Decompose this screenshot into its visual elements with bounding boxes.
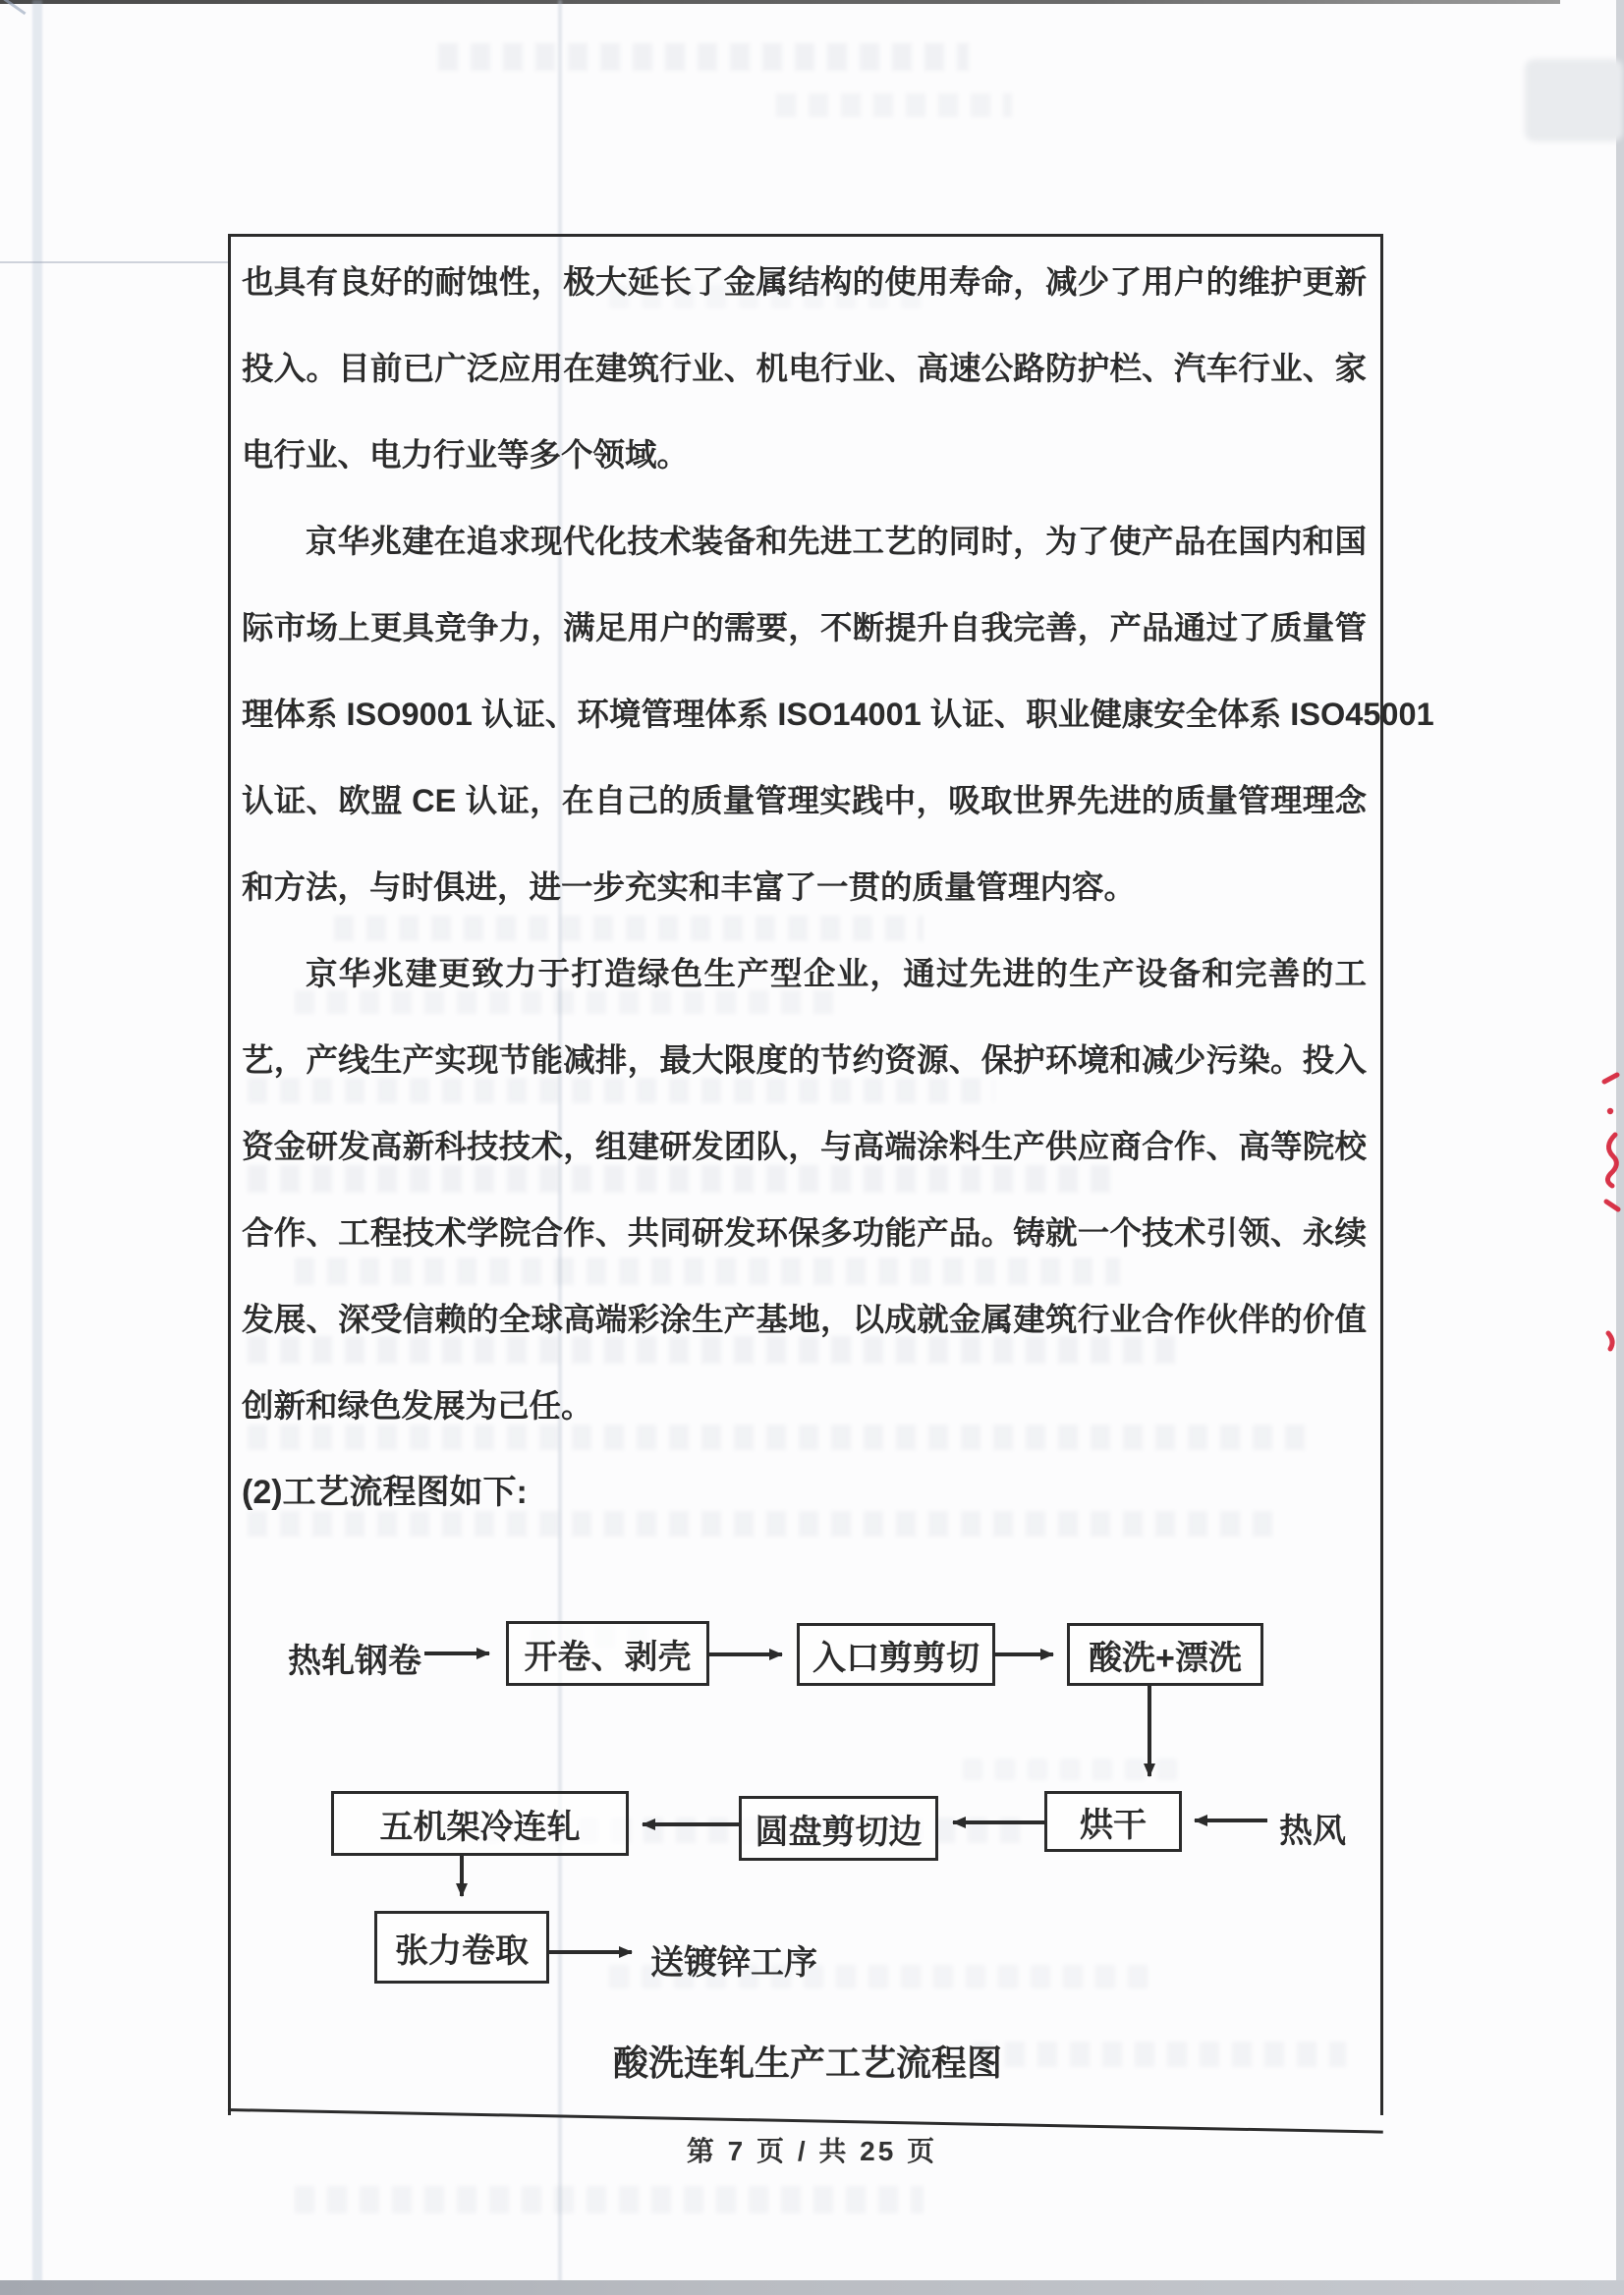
paragraph-line: 合作、工程技术学院合作、共同研发环保多功能产品。铸就一个技术引领、永续 (242, 1215, 1367, 1251)
ghost-text-artifact (295, 2186, 924, 2213)
scan-horizontal-line-artifact (0, 261, 228, 263)
page-number-footer: 第 7 页 / 共 25 页 (686, 2136, 938, 2166)
red-ink-dash (1604, 1075, 1617, 1082)
paragraph-line: 和方法，与时俱进，进一步充实和丰富了一贯的质量管理内容。 (242, 869, 1137, 905)
flowchart-box-tension-reel: 张力卷取 (374, 1911, 549, 1984)
flowchart-box-entry-shear: 入口剪剪切 (797, 1623, 995, 1686)
paragraph-line: 创新和绿色发展为己任。 (242, 1388, 593, 1424)
paragraph-line: 认证、欧盟 CE 认证，在自己的质量管理实践中，吸取世界先进的质量管理理念 (242, 783, 1367, 818)
ghost-text-artifact (438, 43, 969, 71)
scan-left-fold-artifact (32, 0, 42, 2295)
flowchart-box-uncoiling: 开卷、剥壳 (506, 1621, 709, 1686)
flowchart-box-pickling: 酸洗+漂洗 (1067, 1623, 1263, 1686)
paragraph-line: 资金研发高新科技技术，组建研发团队，与高端涂料生产供应商合作、高等院校 (242, 1129, 1367, 1164)
paragraph-line: 京华兆建在追求现代化技术装备和先进工艺的同时，为了使产品在国内和国 (306, 524, 1367, 559)
flowchart-hot-air-label: 热风 (1279, 1813, 1346, 1850)
scan-top-edge-artifact (0, 0, 1560, 4)
red-ink-dot (1607, 1108, 1613, 1114)
paragraph-line: 际市场上更具竞争力，满足用户的需要，不断提升自我完善，产品通过了质量管 (242, 610, 1367, 645)
paragraph-line: 艺，产线生产实现节能减排，最大限度的节约资源、保护环境和减少污染。投入 (242, 1042, 1367, 1078)
paragraph-line: 发展、深受信赖的全球高端彩涂生产基地，以成就金属建筑行业合作伙伴的价值 (242, 1302, 1367, 1337)
flowchart-box-disc-shear: 圆盘剪切边 (739, 1796, 938, 1861)
ghost-text-artifact (776, 93, 1012, 117)
flowchart-box-tandem-mill: 五机架冷连轧 (331, 1791, 629, 1856)
scan-bottom-edge-artifact (0, 2280, 1624, 2295)
paragraph-line: 投入。目前已广泛应用在建筑行业、机电行业、高速公路防护栏、汽车行业、家 (242, 351, 1367, 386)
red-ink-comma (1608, 1333, 1612, 1349)
flowchart-box-drying: 烘干 (1044, 1791, 1182, 1852)
flowchart-input-label: 热轧钢卷 (288, 1643, 421, 1680)
red-ink-squiggle (1607, 1135, 1616, 1186)
document-text-column (242, 239, 1434, 1536)
scan-smudge-artifact (1525, 59, 1623, 141)
flowchart-caption: 酸洗连轧生产工艺流程图 (613, 2043, 1003, 2083)
paragraph-line: 京华兆建更致力于打造绿色生产型企业，通过先进的生产设备和完善的工 (306, 956, 1367, 991)
red-ink-tick (1606, 1202, 1618, 1209)
section-heading: (2)工艺流程图如下: (242, 1474, 528, 1511)
paragraph-line: 也具有良好的耐蚀性，极大延长了金属结构的使用寿命，减少了用户的维护更新 (242, 264, 1367, 300)
red-ink-marks (1587, 1066, 1624, 1361)
paragraph-line: 电行业、电力行业等多个领域。 (242, 437, 690, 473)
flowchart-output-label: 送镀锌工序 (650, 1944, 817, 1982)
paragraph-line: 理体系 ISO9001 认证、环境管理体系 ISO14001 认证、职业健康安全体系 ISO45001 (242, 697, 1434, 732)
